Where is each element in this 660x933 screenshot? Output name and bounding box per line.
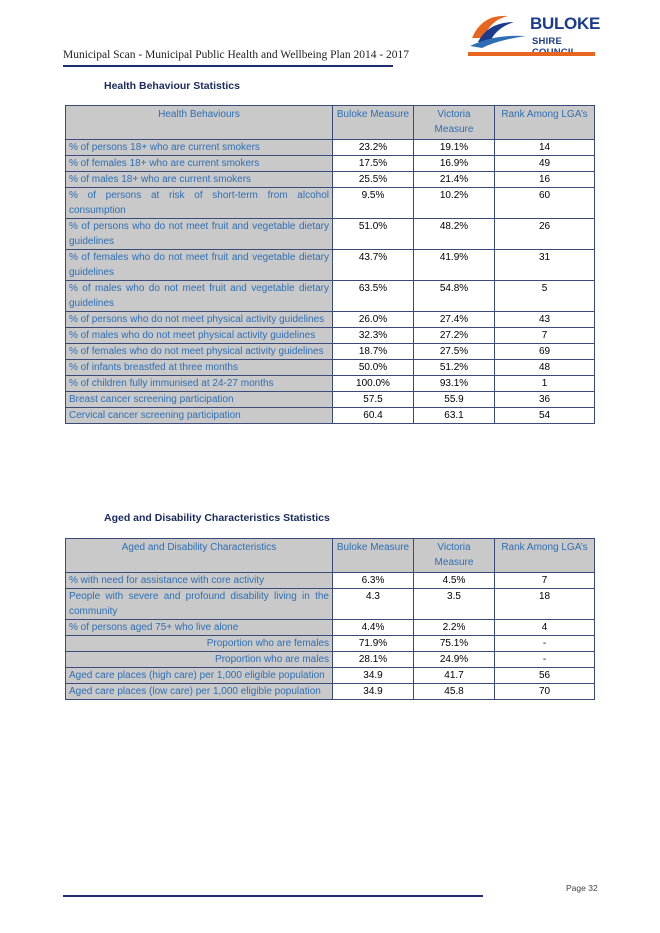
row-label: % of females 18+ who are current smokers <box>66 156 333 172</box>
table-row <box>66 636 595 652</box>
buloke-measure: 71.9% <box>333 636 414 652</box>
victoria-measure: 21.4% <box>414 172 495 188</box>
victoria-measure: 27.2% <box>414 328 495 344</box>
table-row <box>66 312 595 328</box>
row-label: Proportion who are females <box>66 636 333 652</box>
table-row <box>66 188 595 219</box>
victoria-measure: 3.5 <box>414 589 495 620</box>
victoria-measure: 10.2% <box>414 188 495 219</box>
buloke-measure: 60.4 <box>333 408 414 424</box>
victoria-measure: 51.2% <box>414 360 495 376</box>
table-row <box>66 328 595 344</box>
table-row <box>66 376 595 392</box>
row-label: Proportion who are males <box>66 652 333 668</box>
table-row <box>66 156 595 172</box>
rank-among-lgas: 4 <box>495 620 595 636</box>
row-label: % of males who do not meet physical activity guidelines <box>66 328 333 344</box>
logo-line2: SHIRE <box>532 36 563 47</box>
table-header-row <box>66 539 595 573</box>
rank-among-lgas: 36 <box>495 392 595 408</box>
buloke-measure: 28.1% <box>333 652 414 668</box>
buloke-measure: 9.5% <box>333 188 414 219</box>
table-header-row <box>66 106 595 140</box>
rank-among-lgas: 69 <box>495 344 595 360</box>
rank-among-lgas: 70 <box>495 684 595 700</box>
rank-among-lgas: 56 <box>495 668 595 684</box>
row-label: % of persons who do not meet physical activity guidelines <box>66 312 333 328</box>
row-label: % of persons 18+ who are current smokers <box>66 140 333 156</box>
buloke-shire-logo <box>468 8 598 60</box>
table-row <box>66 668 595 684</box>
victoria-measure: 63.1 <box>414 408 495 424</box>
column-header: Victoria Measure <box>414 539 495 573</box>
table-row <box>66 360 595 376</box>
table-row <box>66 140 595 156</box>
table-row <box>66 219 595 250</box>
buloke-measure: 4.3 <box>333 589 414 620</box>
victoria-measure: 2.2% <box>414 620 495 636</box>
buloke-measure: 57.5 <box>333 392 414 408</box>
victoria-measure: 19.1% <box>414 140 495 156</box>
rank-among-lgas: 49 <box>495 156 595 172</box>
row-label: % of children fully immunised at 24-27 months <box>66 376 333 392</box>
footer-rule <box>63 895 483 897</box>
table-row <box>66 408 595 424</box>
table-row <box>66 250 595 281</box>
victoria-measure: 41.7 <box>414 668 495 684</box>
rank-among-lgas: 48 <box>495 360 595 376</box>
page-number: Page 32 <box>566 883 598 893</box>
rank-among-lgas: - <box>495 636 595 652</box>
buloke-measure: 63.5% <box>333 281 414 312</box>
row-label: Breast cancer screening participation <box>66 392 333 408</box>
section-title-aged-disability: Aged and Disability Characteristics Statistics <box>104 512 330 524</box>
buloke-measure: 43.7% <box>333 250 414 281</box>
victoria-measure: 27.4% <box>414 312 495 328</box>
table-row <box>66 344 595 360</box>
row-label: % of persons at risk of short-term from alcohol consumption <box>66 188 333 219</box>
table-row <box>66 620 595 636</box>
table-row <box>66 281 595 312</box>
rank-among-lgas: 18 <box>495 589 595 620</box>
victoria-measure: 55.9 <box>414 392 495 408</box>
logo-swoosh-icon <box>468 8 530 52</box>
row-label: % of persons who do not meet fruit and vegetable dietary guidelines <box>66 219 333 250</box>
victoria-measure: 93.1% <box>414 376 495 392</box>
logo-line1: BULOKE <box>530 14 600 33</box>
rank-among-lgas: 60 <box>495 188 595 219</box>
row-label: % of infants breastfed at three months <box>66 360 333 376</box>
victoria-measure: 45.8 <box>414 684 495 700</box>
rank-among-lgas: - <box>495 652 595 668</box>
buloke-measure: 51.0% <box>333 219 414 250</box>
victoria-measure: 16.9% <box>414 156 495 172</box>
aged-disability-table <box>65 538 595 700</box>
row-label: % of females who do not meet physical activity guidelines <box>66 344 333 360</box>
victoria-measure: 54.8% <box>414 281 495 312</box>
victoria-measure: 4.5% <box>414 573 495 589</box>
table-row <box>66 392 595 408</box>
column-header: Buloke Measure <box>333 106 414 140</box>
buloke-measure: 26.0% <box>333 312 414 328</box>
rank-among-lgas: 54 <box>495 408 595 424</box>
column-header: Rank Among LGA’s <box>495 539 595 573</box>
buloke-measure: 25.5% <box>333 172 414 188</box>
row-label: % with need for assistance with core activity <box>66 573 333 589</box>
health-behaviour-table <box>65 105 595 424</box>
logo-underline <box>468 52 595 56</box>
table-row <box>66 172 595 188</box>
column-header: Rank Among LGA’s <box>495 106 595 140</box>
rank-among-lgas: 31 <box>495 250 595 281</box>
column-header: Aged and Disability Characteristics <box>66 539 333 573</box>
column-header: Buloke Measure <box>333 539 414 573</box>
table-row <box>66 589 595 620</box>
rank-among-lgas: 14 <box>495 140 595 156</box>
buloke-measure: 32.3% <box>333 328 414 344</box>
row-label: % of persons aged 75+ who live alone <box>66 620 333 636</box>
row-label: Cervical cancer screening participation <box>66 408 333 424</box>
column-header: Victoria Measure <box>414 106 495 140</box>
rank-among-lgas: 26 <box>495 219 595 250</box>
row-label: % of females who do not meet fruit and vegetable dietary guidelines <box>66 250 333 281</box>
row-label: Aged care places (high care) per 1,000 eligible population <box>66 668 333 684</box>
table-row <box>66 573 595 589</box>
rank-among-lgas: 16 <box>495 172 595 188</box>
page-header-title: Municipal Scan - Municipal Public Health and Wellbeing Plan 2014 - 2017 <box>63 49 410 61</box>
buloke-measure: 50.0% <box>333 360 414 376</box>
row-label: % of males 18+ who are current smokers <box>66 172 333 188</box>
column-header: Health Behaviours <box>66 106 333 140</box>
rank-among-lgas: 7 <box>495 573 595 589</box>
victoria-measure: 48.2% <box>414 219 495 250</box>
row-label: People with severe and profound disability living in the community <box>66 589 333 620</box>
table-row <box>66 684 595 700</box>
victoria-measure: 75.1% <box>414 636 495 652</box>
buloke-measure: 6.3% <box>333 573 414 589</box>
victoria-measure: 24.9% <box>414 652 495 668</box>
table-row <box>66 652 595 668</box>
victoria-measure: 27.5% <box>414 344 495 360</box>
buloke-measure: 18.7% <box>333 344 414 360</box>
header-rule <box>63 65 393 67</box>
rank-among-lgas: 43 <box>495 312 595 328</box>
victoria-measure: 41.9% <box>414 250 495 281</box>
buloke-measure: 100.0% <box>333 376 414 392</box>
buloke-measure: 34.9 <box>333 684 414 700</box>
section-title-health-behaviour: Health Behaviour Statistics <box>104 80 240 92</box>
buloke-measure: 23.2% <box>333 140 414 156</box>
buloke-measure: 17.5% <box>333 156 414 172</box>
rank-among-lgas: 5 <box>495 281 595 312</box>
row-label: Aged care places (low care) per 1,000 eligible population <box>66 684 333 700</box>
row-label: % of males who do not meet fruit and vegetable dietary guidelines <box>66 281 333 312</box>
rank-among-lgas: 1 <box>495 376 595 392</box>
buloke-measure: 34.9 <box>333 668 414 684</box>
rank-among-lgas: 7 <box>495 328 595 344</box>
buloke-measure: 4.4% <box>333 620 414 636</box>
